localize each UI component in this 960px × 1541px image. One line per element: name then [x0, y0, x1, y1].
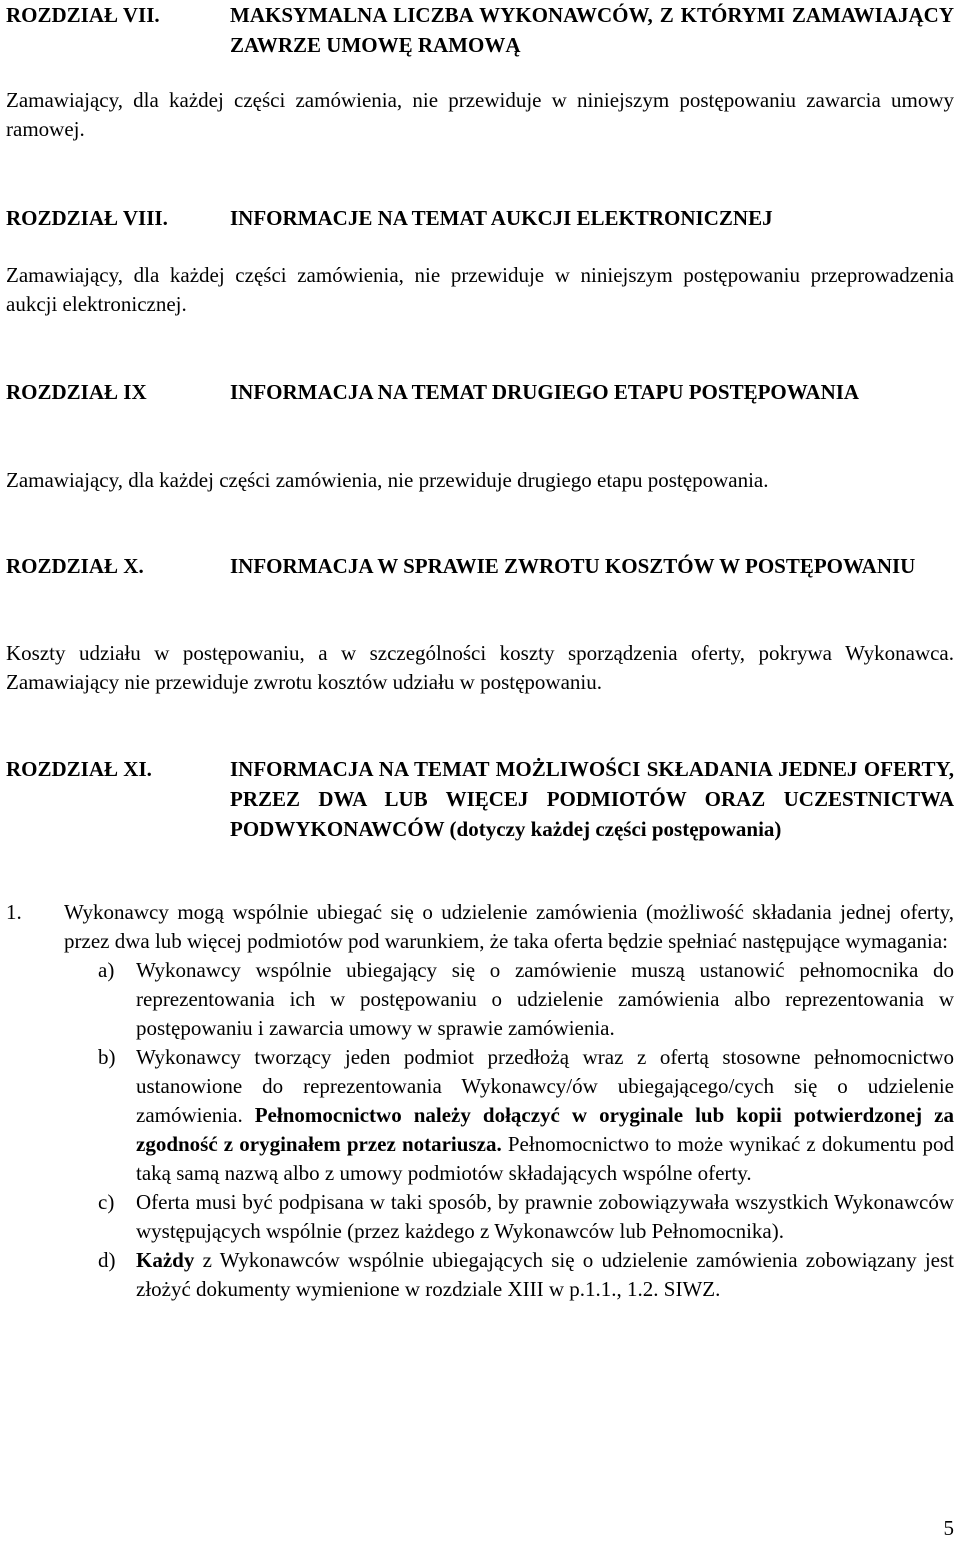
section-heading-xi [6, 754, 954, 844]
section-heading-x [6, 551, 954, 581]
section-title: INFORMACJA NA TEMAT DRUGIEGO ETAPU POSTĘPOWANIA [230, 380, 860, 404]
sub-item-emphasis: Pełnomocnictwo należy dołączyć w oryginale lub kopii potwierdzonej za zgodność z oryginałem przez notariusza. [136, 1103, 955, 1156]
section-body-viii: Zamawiający, dla każdej części zamówienia, nie przewiduje w niniejszym postępowaniu przeprowadzenia aukcji elektronicznej. [6, 263, 954, 316]
page-number: 5 [943, 1516, 954, 1540]
list-item-number: 1. [6, 900, 22, 924]
sub-item-text: Oferta musi być podpisana w taki sposób, by prawnie zobowiązywała wszystkich Wykonawców występujących wspólnie (przez każdego z Wykonawców lub Pełnomocnika). [136, 1190, 954, 1243]
sub-item-c [6, 1188, 954, 1246]
sub-item-label: a) [98, 958, 115, 982]
section-body-vii: Zamawiający, dla każdej części zamówienia, nie przewiduje w niniejszym postępowaniu zawarcia umowy ramowej. [6, 88, 954, 141]
section-title: INFORMACJE NA TEMAT AUKCJI ELEKTRONICZNEJ [230, 206, 773, 230]
section-number: ROZDZIAŁ VII. [6, 3, 160, 27]
sub-item-label: d) [98, 1248, 116, 1272]
section-body-ix: Zamawiający, dla każdej części zamówienia, nie przewiduje drugiego etapu postępowania. [6, 468, 769, 492]
sub-item-text: z Wykonawców wspólnie ubiegających się o udzielenie zamówienia zobowiązany jest złożyć dokumenty wymienione w rozdziale XIII w p.1.1., 1.2. SIWZ. [136, 1248, 955, 1301]
section-heading-vii [6, 0, 954, 60]
section-number: ROZDZIAŁ VIII. [6, 206, 168, 230]
sub-item-text: Wykonawcy wspólnie ubiegający się o zamówienie muszą ustanowić pełnomocnika do reprezentowania ich w postępowaniu o udzielenie zamówienia albo reprezentowania w postępowaniu i zawarcia umowy w sprawie zamówienia. [136, 958, 954, 1040]
section-number: ROZDZIAŁ X. [6, 554, 144, 578]
list-item-text: Wykonawcy mogą wspólnie ubiegać się o udzielenie zamówienia (możliwość składania jednej oferty, przez dwa lub więcej podmiotów pod warunkiem, że taka oferta będzie spełniać następujące wymagania: [64, 900, 954, 953]
sub-item-b [6, 1043, 954, 1188]
requirements-list [6, 898, 954, 1304]
sub-item-label: c) [98, 1190, 115, 1214]
section-title: INFORMACJA NA TEMAT MOŻLIWOŚCI SKŁADANIA JEDNEJ OFERTY, PRZEZ DWA LUB WIĘCEJ PODMIOTÓW ORAZ UCZESTNICTWA PODWYKONAWCÓW (dotyczy każdej części postępowania) [230, 757, 954, 841]
sub-item-label: b) [98, 1045, 116, 1069]
section-number: ROZDZIAŁ XI. [6, 757, 152, 781]
sub-item-a [6, 956, 954, 1043]
section-number: ROZDZIAŁ IX [6, 380, 147, 404]
section-heading-ix [6, 377, 954, 407]
section-body-x: Koszty udziału w postępowaniu, a w szczególności koszty sporządzenia oferty, pokrywa Wykonawca. Zamawiający nie przewiduje zwrotu kosztów udziału w postępowaniu. [6, 641, 954, 694]
section-heading-viii [6, 203, 954, 233]
sub-item-emphasis: Każdy [136, 1248, 195, 1272]
section-title: INFORMACJA W SPRAWIE ZWROTU KOSZTÓW W POSTĘPOWANIU [230, 554, 916, 578]
section-title: MAKSYMALNA LICZBA WYKONAWCÓW, Z KTÓRYMI ZAMAWIAJĄCY ZAWRZE UMOWĘ RAMOWĄ [230, 3, 954, 57]
sub-item-text: Wykonawcy tworzący jeden podmiot przedłożą wraz z ofertą stosowne pełnomocnictwo ustanowione do reprezentowania Wykonawcy/ów ubiegającego/cych się o udzielenie zamówienia. [136, 1045, 954, 1127]
sub-item-d [6, 1246, 954, 1304]
list-item-1 [6, 898, 954, 956]
sub-item-text-continued: Pełnomocnictwo to może wynikać z dokumentu pod taką samą nazwą albo z umowy podmiotów składających wspólne oferty. [136, 1132, 954, 1185]
